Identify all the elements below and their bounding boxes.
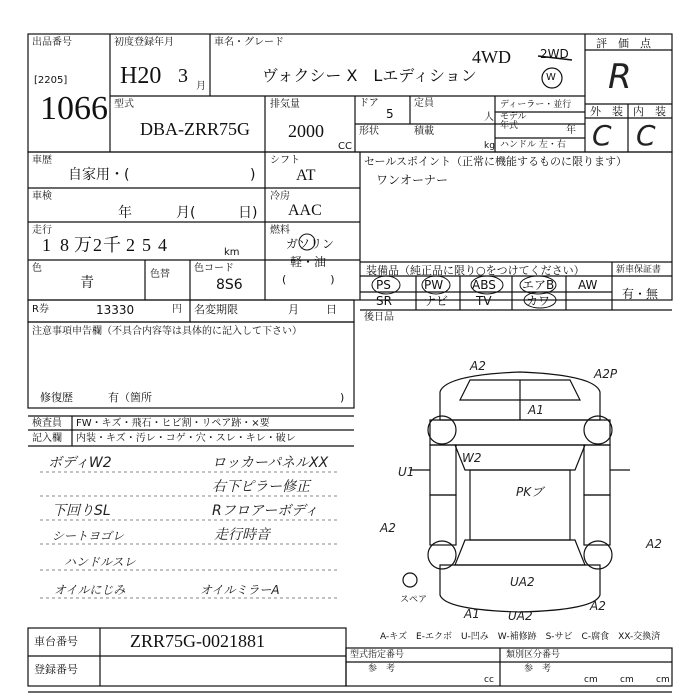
inspection-label: 車検 (32, 191, 52, 202)
mark-a1-bottom: A1 (464, 607, 480, 621)
mileage-label: 走行 (32, 225, 52, 236)
mileage-digit: 万 (74, 235, 93, 255)
score-value: R (608, 57, 632, 97)
km-unit: km (224, 247, 240, 258)
size-cm-2: cm (620, 675, 634, 685)
note-pillar: 右下ピラー修正 (212, 479, 310, 495)
reg-year: H20 (120, 63, 162, 89)
exterior-grade: C (592, 119, 612, 152)
sales-point-value: ワンオーナー (376, 173, 449, 187)
chassis-label: 車台番号 (34, 635, 78, 648)
dealer-label: ディーラー・並行 (500, 100, 572, 110)
model-year-label: モデル 年式 (500, 112, 527, 132)
displacement-value: 2000 (288, 121, 324, 141)
mileage-digit: 5 (142, 235, 152, 255)
note-body: ボディW2 (48, 455, 112, 471)
ref-2: 参 考 (524, 664, 552, 674)
ac-label: 冷房 (270, 191, 290, 202)
mileage-digit: 1 (42, 235, 52, 255)
model-value: DBA-ZRR75G (140, 119, 251, 139)
chassis-value: ZRR75G-0021881 (130, 631, 265, 651)
equip-airbag: エアB (522, 278, 555, 292)
note-mirror: オイルミラーA (200, 583, 280, 597)
rear-items-label: 後日品 (364, 312, 394, 323)
car-name: ヴォクシー X Lエディション (262, 66, 477, 85)
sales-point-label: セールスポイント（正常に機能するものに限ります） (364, 155, 628, 168)
score-label: 評 価 点 (596, 37, 651, 50)
mark-a1-hood: A1 (528, 403, 544, 417)
new-warranty-label: 新車保証書 (616, 265, 662, 275)
note-underbody: 下回りSL (52, 503, 111, 519)
repair-label: 修復歴 (40, 391, 73, 404)
note-handle: ハンドルスレ (64, 555, 136, 569)
capacity-label: 定員 (414, 98, 434, 109)
recycle-value: 13330 (96, 303, 135, 317)
mileage-digit: 8 (60, 235, 70, 255)
color-label: 色 (32, 263, 42, 274)
handle-label: ハンドル 左・右 (500, 140, 566, 150)
damage-legend: A-キズ E-エクボ U-凹み W-補修跡 S-サビ C-腐食 XX-交換済 (380, 632, 661, 642)
fuel-diesel: 軽・油 (290, 255, 327, 269)
shape-label: 形状 (359, 126, 379, 137)
color-change-label: 色替 (150, 269, 170, 280)
repair-close: ) (340, 391, 345, 404)
repair-value: 有（箇所 (108, 391, 152, 404)
doors-value: 5 (386, 107, 394, 121)
lot-label: 出品番号 (32, 37, 72, 48)
mark-u1: U1 (398, 465, 415, 479)
inspector-label-1: 検査員 (32, 418, 62, 429)
equip-tv: TV (476, 294, 492, 308)
cc-unit: CC (338, 141, 352, 152)
fuel-blank: ( ) (282, 273, 335, 286)
interior-label: 内 装 (633, 105, 666, 118)
mark-a2-bottom: A2 (590, 599, 606, 613)
mark-a2p: A2P (594, 367, 618, 381)
drive-2wd: 2WD (540, 47, 569, 61)
inspection-month: 月( (176, 205, 196, 221)
exterior-label: 外 装 (590, 105, 623, 118)
mileage-digit: 4 (158, 235, 168, 255)
mark-a2-top: A2 (470, 359, 486, 373)
note-seat: シートヨゴレ (52, 529, 125, 543)
capacity-unit: 人 (484, 112, 494, 123)
shift-label: シフト (270, 155, 300, 166)
lot-number: 1066 (40, 90, 108, 127)
load-unit: kg (484, 141, 495, 151)
recycle-label: R券 (32, 304, 49, 315)
interior-grade: C (636, 119, 656, 152)
category-number-label: 類別区分番号 (506, 650, 561, 660)
mark-ua2-bottom: UA2 (508, 609, 533, 623)
inspector-label-2: 記入欄 (32, 433, 62, 444)
load-label: 積載 (414, 126, 434, 137)
color-code-value: 8S6 (216, 277, 243, 293)
recycle-unit: 円 (172, 304, 182, 315)
size-cm-1: cm (584, 675, 598, 685)
drive-4wd: 4WD (472, 47, 511, 67)
equipment-label: 装備品（純正品に限り○をつけてください） (366, 264, 585, 277)
note-noise: 走行時音 (214, 527, 270, 543)
note-rocker: ロッカーパネルXX (212, 455, 329, 471)
registration-label: 登録番号 (34, 663, 78, 676)
history-close: ) (250, 167, 256, 183)
mileage-value (42, 236, 168, 254)
drive-circle-mark: W (546, 72, 556, 83)
doors-label: ドア (359, 98, 379, 109)
shift-value: AT (296, 167, 316, 184)
inspector-row-1: FW・キズ・飛石・ヒビ割・リペア跡・×要 (76, 418, 270, 429)
lot-code: [2205] (34, 75, 68, 86)
notes-title: 注意事項申告欄（不具合内容等は具体的に記入して下さい） (32, 326, 302, 337)
mark-a2-right: A2 (646, 537, 662, 551)
ac-value: AAC (288, 202, 322, 219)
reg-month: 3 (178, 65, 188, 87)
ref-1: 参 考 (368, 664, 396, 674)
name-change-day: 日 (326, 303, 337, 316)
color-value: 青 (80, 275, 94, 291)
history-value: 自家用・( (68, 167, 130, 183)
cc-label: cc (484, 675, 494, 685)
mark-a2-left: A2 (380, 521, 396, 535)
history-label: 車歴 (32, 155, 52, 166)
inspector-row-2: 内装・キズ・汚レ・コゲ・穴・スレ・キレ・破レ (76, 433, 296, 444)
inspection-day: 日) (238, 205, 258, 221)
mileage-digit: 2 (126, 235, 136, 255)
spare-label: スペア (400, 595, 428, 605)
note-floor: Rフロアーボディ (212, 503, 319, 519)
mileage-digit: 千 (103, 235, 122, 255)
spec-number-label: 型式指定番号 (350, 650, 405, 660)
displacement-label: 排気量 (270, 99, 300, 110)
inspection-year: 年 (118, 205, 132, 221)
equip-leather: カワ (526, 294, 551, 308)
reg-month-unit: 月 (196, 81, 206, 92)
mark-w2: W2 (462, 451, 482, 465)
equip-sr: SR (376, 294, 392, 308)
equip-pw: PW (424, 278, 444, 292)
color-code-label: 色コード (194, 263, 234, 274)
note-oil: オイルにじみ (54, 583, 126, 597)
year-unit: 年 (566, 125, 576, 136)
equip-abs: ABS (472, 278, 496, 292)
mark-ua2: UA2 (510, 575, 535, 589)
name-change-label: 名変期限 (194, 303, 238, 316)
name-change-month: 月 (288, 303, 299, 316)
fuel-label: 燃料 (270, 225, 290, 236)
size-cm-3: cm (656, 675, 670, 685)
fuel-gas: ガソリン (286, 237, 335, 251)
model-label: 型式 (114, 99, 134, 110)
equip-aw: AW (578, 278, 598, 292)
name-grade-label: 車名・グレード (214, 37, 284, 48)
mileage-digit: 2 (93, 235, 103, 255)
first-reg-label: 初度登録年月 (114, 37, 174, 48)
equip-ps: PS (376, 278, 391, 292)
mark-paint: PKブ (516, 485, 544, 499)
new-warranty-value: 有・無 (622, 287, 659, 301)
equip-navi: ナビ (424, 294, 449, 308)
